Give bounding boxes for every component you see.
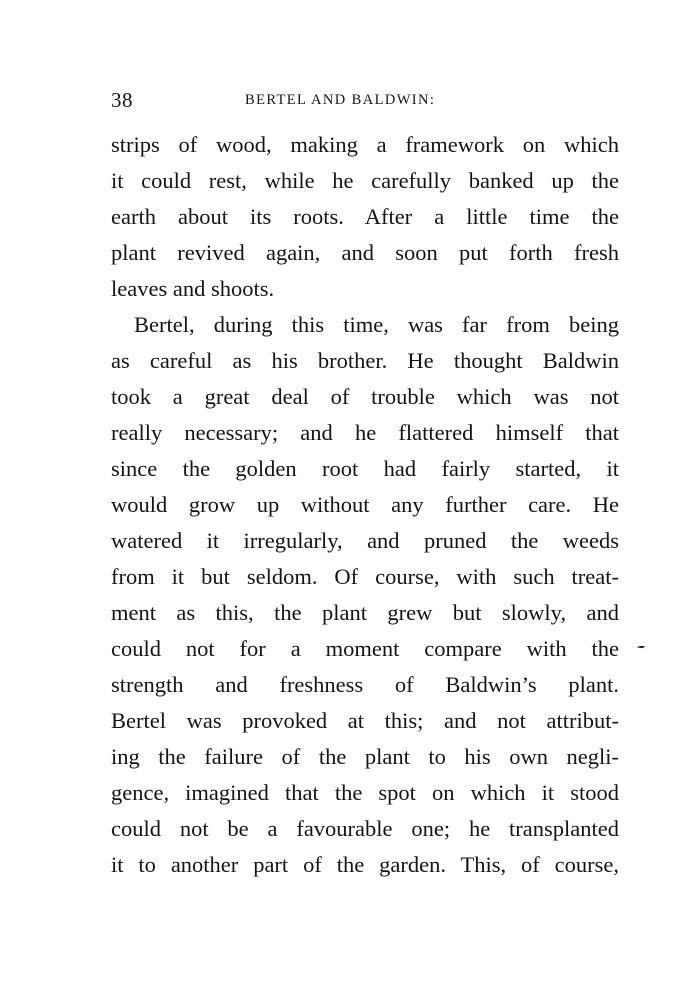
text-line: took a great deal of trouble which was not <box>111 384 619 409</box>
paragraph-first-line: Bertel, during this time, was far from being <box>134 312 619 337</box>
text-line: ing the failure of the plant to his own negli- <box>111 744 619 769</box>
text-line: as careful as his brother. He thought Baldwin <box>111 348 619 373</box>
text-line: it to another part of the garden. This, of course, <box>111 852 619 877</box>
text-line: could not for a moment compare with the <box>111 636 619 661</box>
text-line: from it but seldom. Of course, with such treat- <box>111 564 619 589</box>
text-line: watered it irregularly, and pruned the weeds <box>111 528 619 553</box>
text-line: earth about its roots. After a little time the <box>111 204 619 229</box>
page-header <box>111 86 619 114</box>
body-text <box>111 127 619 883</box>
text-line: Bertel was provoked at this; and not attribut- <box>111 708 619 733</box>
page-number: 38 <box>111 88 133 112</box>
text-line: plant revived again, and soon put forth fresh <box>111 240 619 265</box>
running-head: BERTEL AND BALDWIN: <box>245 92 436 108</box>
margin-ink-mark <box>636 645 646 649</box>
text-line: gence, imagined that the spot on which it stood <box>111 780 619 805</box>
text-line: really necessary; and he flattered himself that <box>111 420 619 445</box>
text-line: would grow up without any further care. He <box>111 492 619 517</box>
text-line: it could rest, while he carefully banked up the <box>111 168 619 193</box>
text-line: could not be a favourable one; he transplanted <box>111 816 619 841</box>
ink-speck-icon <box>636 645 646 649</box>
text-line: since the golden root had fairly started, it <box>111 456 619 481</box>
text-line: leaves and shoots. <box>111 276 275 301</box>
text-line: ment as this, the plant grew but slowly, and <box>111 600 619 625</box>
text-line: strips of wood, making a framework on which <box>111 132 619 157</box>
text-line: strength and freshness of Baldwin’s plant. <box>111 672 619 697</box>
